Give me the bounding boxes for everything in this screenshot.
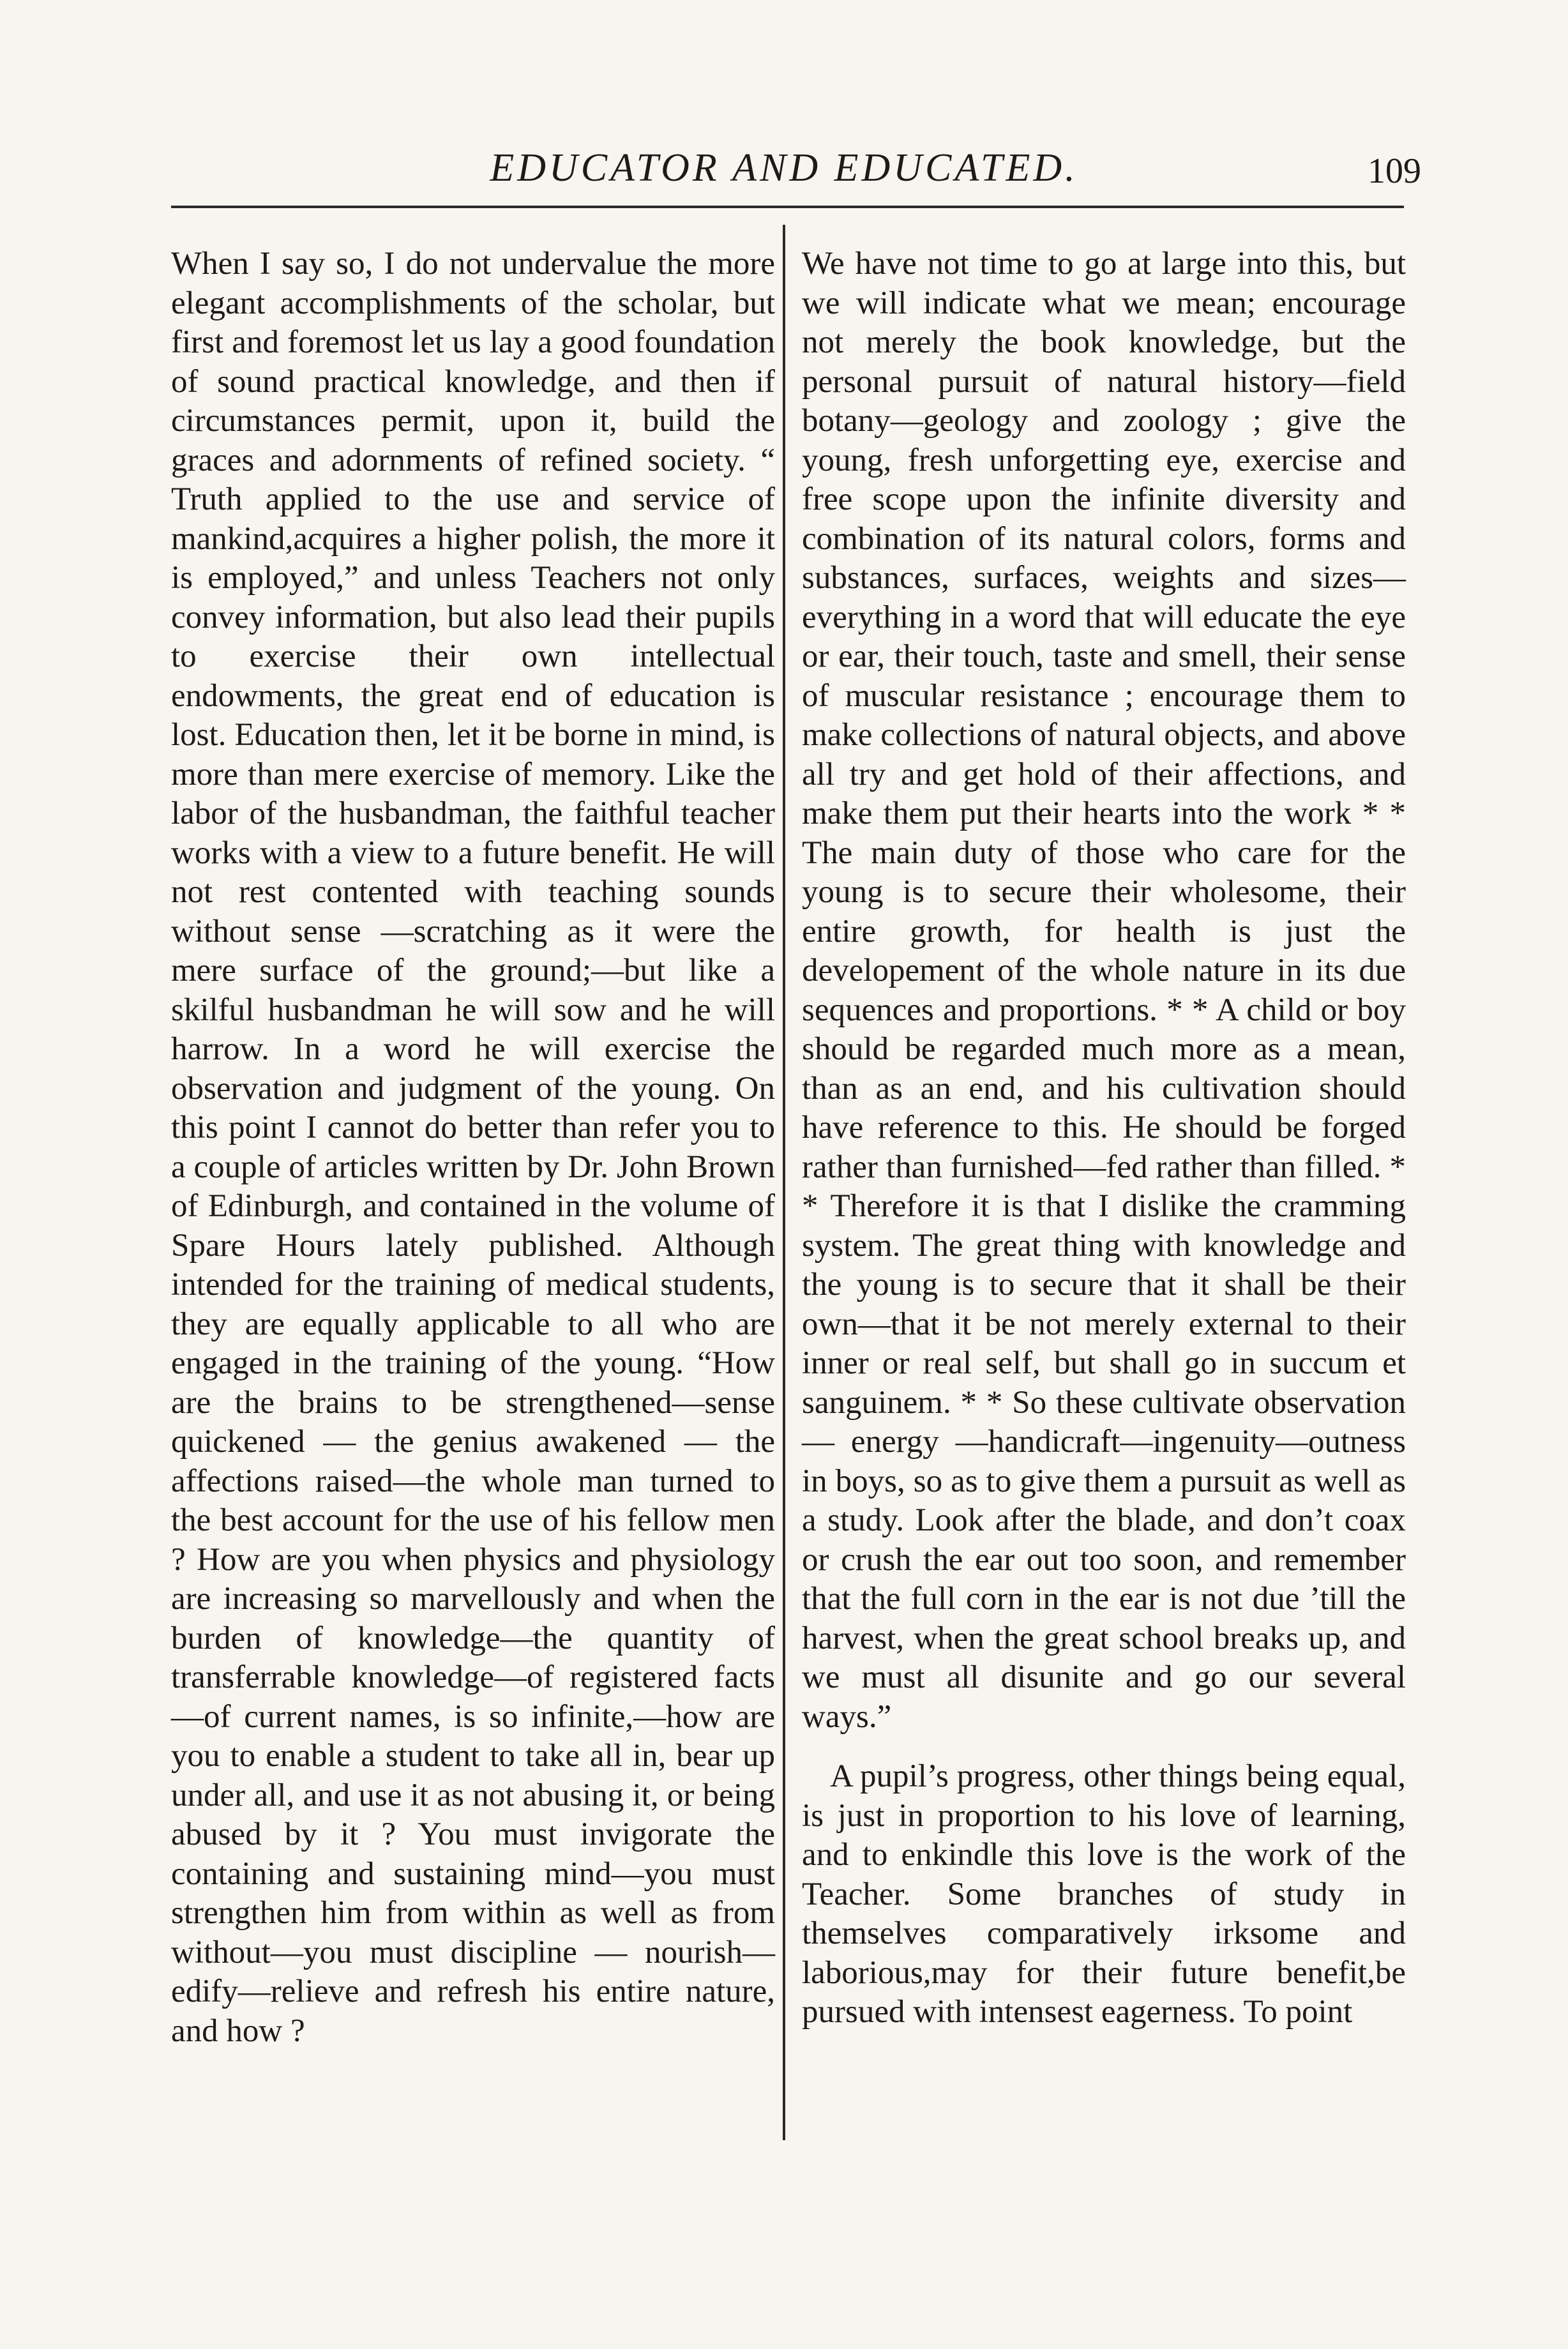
right-column (802, 245, 1406, 2032)
page-number: 109 (1368, 151, 1421, 191)
column-divider (783, 225, 785, 2140)
right-paragraph-1: We have not time to go at large into this, but we will indicate what we mean; encourage not merely the book knowledge, but the personal pursuit of natural history—field botany—geology and zoology ; give the young, fresh unforgetting eye, exercise and free scope upon the infinite diversity and combination of its natural colors, forms and substances, surfaces, weights and sizes—everything in a word that will educate the eye or ear, their touch, taste and smell, their sense of muscular resistance ; encourage them to make collections of natural objects, and above all try and get hold of their affections, and make them put their hearts into the work * * The main duty of those who care for the young is to secure their wholesome, their entire growth, for health is just the developement of the whole nature in its due sequences and proportions. * * A child or boy should be regarded much more as a mean, than as an end, and his cultivation should have reference to this. He should be forged rather than furnished—fed rather than filled. * * Therefore it is that I dislike the cramming system. The great thing with knowledge and the young is to secure that it shall be their own—that it be not merely external to their inner or real self, but shall go in succum et sanguinem. * * So these cultivate observation — energy —handicraft—ingenuity—outness in boys, so as to give them a pursuit as well as a study. Look after the blade, and don’t coax or crush the ear out too soon, and remember that the full corn in the ear is not due ’till the harvest, when the great school breaks up, and we must all disunite and go our several ways.” (802, 246, 1406, 1735)
header-rule (171, 206, 1404, 208)
left-column (171, 245, 775, 2051)
right-paragraph-2: A pupil’s progress, other things being equal, is just in proportion to his love of learning, and to enkindle this love is the work of the Teacher. Some branches of study in themselves comparatively irksome and laborious,may for their future benefit,be pursued with intensest eagerness. To point (802, 1758, 1406, 2030)
left-paragraph-1: When I say so, I do not undervalue the more elegant accomplishments of the scholar, but first and foremost let us lay a good foundation of sound practical knowledge, and then if circumstances permit, upon it, build the graces and adornments of refined society. “ Truth applied to the use and service of mankind,acquires a higher polish, the more it is employed,” and unless Teachers not only convey information, but also lead their pupils to exercise their own intellectual endowments, the great end of education is lost. Education then, let it be borne in mind, is more than mere exercise of memory. Like the labor of the husbandman, the faithful teacher works with a view to a future benefit. He will not rest contented with teaching sounds without sense —scratching as it were the mere surface of the ground;—but like a skilful husbandman he will sow and he will harrow. In a word he will exercise the observation and judgment of the young. On this point I cannot do better than refer you to a couple of articles written by Dr. John Brown of Edinburgh, and contained in the volume of Spare Hours lately published. Although intended for the training of medical students, they are equally applicable to all who are engaged in the training of the young. “How are the brains to be strengthened—sense quickened — the genius awakened — the affections raised—the whole man turned to the best account for the use of his fellow men ? How are you when physics and physiology are increasing so marvellously and when the burden of knowledge—the quantity of transferrable knowledge—of registered facts—of current names, is so infinite,—how are you to enable a student to take all in, bear up under all, and use it as not abusing it, or being abused by it ? You must invigorate the containing and sustaining mind—you must strengthen him from within as well as from without—you must discipline — nourish—edify—relieve and refresh his entire nature, and how ? (171, 246, 775, 2049)
running-title: EDUCATOR AND EDUCATED. (490, 146, 1078, 190)
